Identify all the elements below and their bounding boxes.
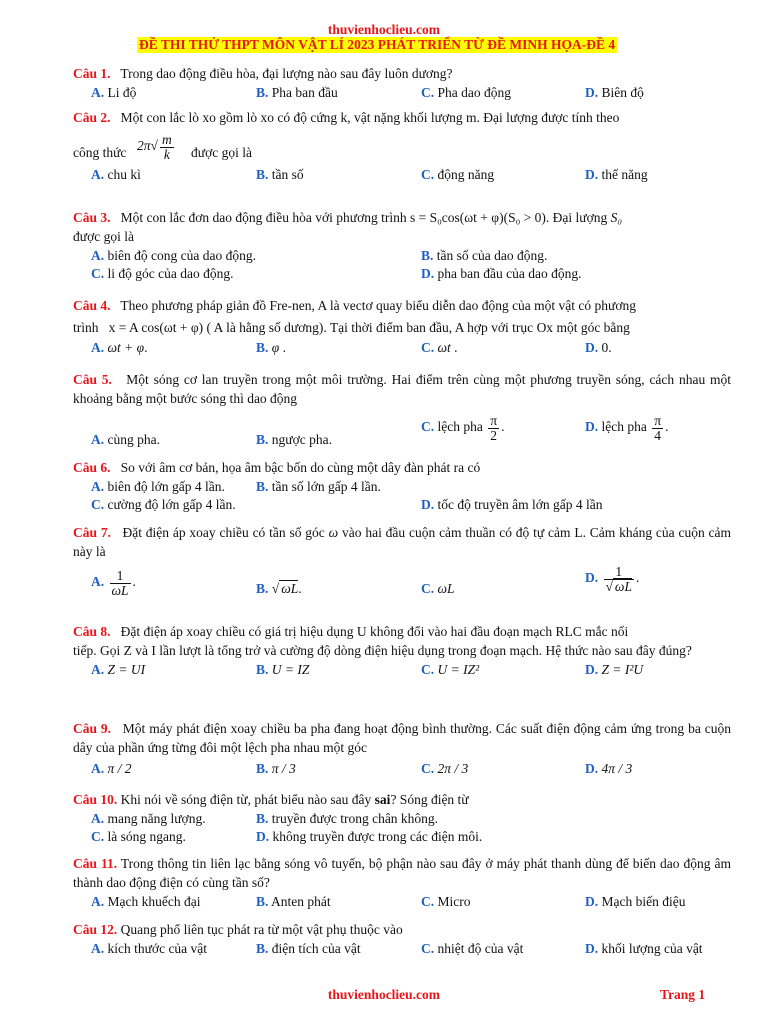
option-c[interactable]: C. lệch pha $\frac{\pi}{2}$ . bbox=[421, 413, 505, 443]
option-b[interactable]: B. tần số bbox=[256, 167, 304, 182]
options-row bbox=[73, 338, 731, 356]
question-9: Câu 9. Một máy phát điện xoay chiều ba pha đang hoạt động bình thường. Các suất điện động cảm ứng trong ba cuộn dây của phần ứng từng đôi một lệch pha nhau một góc A. π / 2 B. π / 3 C. 2π / 3 D. 4π / 3 bbox=[73, 719, 731, 779]
option-c[interactable]: C. U = IZ² bbox=[421, 662, 480, 677]
option-d[interactable]: D. tốc độ truyền âm lớn gấp 4 lần bbox=[421, 497, 603, 512]
formula-line: công thức 2π√ $\frac{m}{k}$ được gọi là bbox=[73, 132, 252, 162]
question-number: Câu 11. bbox=[73, 856, 118, 871]
option-a[interactable]: A. $\frac{1}{\omega L}$ . bbox=[91, 568, 136, 598]
option-b[interactable]: B. ngược pha. bbox=[256, 432, 332, 447]
option-d[interactable]: D. pha ban đầu của dao động. bbox=[421, 266, 582, 281]
options-row bbox=[73, 939, 731, 957]
question-3: Câu 3. Một con lắc đơn dao động điều hòa với phương trình s = S₀cos(ωt + φ)(S₀ > 0). Đại lượng S₀ được gọi là A. biên độ cong của dao động. B. tần số của dao động. C. li độ góc của dao động. D. pha ban đầu của dao động. bbox=[73, 208, 731, 282]
exam-title: ĐỀ THI THỬ THPT MÔN VẬT LÍ 2023 PHÁT TRIỂN TỪ ĐỀ MINH HỌA-ĐỀ 4 bbox=[139, 37, 616, 52]
question-number: Câu 3. bbox=[73, 210, 111, 225]
option-d[interactable]: D. 0. bbox=[585, 340, 612, 355]
option-c[interactable]: C. li độ góc của dao động. bbox=[91, 266, 234, 281]
options-row bbox=[73, 495, 731, 513]
question-text: Một con lắc lò xo gồm lò xo có độ cứng k, vật nặng khối lượng m. Đại lượng được tính theo bbox=[120, 110, 620, 125]
option-a[interactable]: A. Mạch khuếch đại bbox=[91, 894, 201, 909]
option-c[interactable]: C. là sóng ngang. bbox=[91, 829, 186, 844]
option-d[interactable]: D. $\frac{1}{√ \omega L}$ . bbox=[585, 564, 640, 594]
question-number: Câu 4. bbox=[73, 298, 111, 313]
option-b[interactable]: B. π / 3 bbox=[256, 761, 296, 776]
option-a[interactable]: A. mang năng lượng. bbox=[91, 811, 206, 826]
question-12: Câu 12. Quang phổ liên tục phát ra từ một vật phụ thuộc vào A. kích thước của vật B. điện tích của vật C. nhiệt độ của vật D. khối lượng của vật bbox=[73, 920, 731, 957]
options-row bbox=[73, 246, 731, 264]
options-row bbox=[73, 264, 731, 282]
question-number: Câu 8. bbox=[73, 624, 111, 639]
question-number: Câu 5. bbox=[73, 372, 112, 387]
option-b[interactable]: B. φ . bbox=[256, 340, 286, 355]
option-c[interactable]: C. ωt . bbox=[421, 340, 458, 355]
question-6: Câu 6. So với âm cơ bản, họa âm bậc bốn do cùng một dây đàn phát ra có A. biên độ lớn gấp 4 lần. B. tần số lớn gấp 4 lần. C. cường độ lớn gấp 4 lần. D. tốc độ truyền âm lớn gấp 4 lần bbox=[73, 458, 731, 513]
option-a[interactable]: A. biên độ cong của dao động. bbox=[91, 248, 256, 263]
question-4: Câu 4. Theo phương pháp giản đồ Fre-nen, A là vectơ quay biểu diễn dao động của một vật có phương trình x = A cos(ωt + φ) ( A là hằng số dương). Tại thời điểm ban đầu, A hợp với trục Ox một góc bằng A. ωt + φ. B. φ . C. ωt . D. 0. bbox=[73, 296, 731, 356]
options-row bbox=[73, 165, 731, 183]
options-row bbox=[73, 892, 731, 910]
option-d[interactable]: D. Z = I²U bbox=[585, 662, 644, 677]
option-b[interactable]: B. Anten phát bbox=[256, 894, 331, 909]
question-5: Câu 5. Một sóng cơ lan truyền trong một môi trường. Hai điểm trên cùng một phương truyền sóng, cách nhau một khoảng bằng một bước sóng thì dao động A. cùng pha. B. ngược pha. C. lệch pha $\frac{\pi}{2}$ . D. lệch pha $\frac{\pi}{4}$ . bbox=[73, 372, 731, 447]
option-b[interactable]: B. √ ωL. bbox=[256, 581, 302, 596]
options-row bbox=[73, 477, 731, 495]
period-formula: 2π√ $\frac{m}{k}$ bbox=[137, 132, 172, 162]
options-row bbox=[73, 757, 731, 779]
option-c[interactable]: C. 2π / 3 bbox=[421, 761, 469, 776]
option-d[interactable]: D. lệch pha $\frac{\pi}{4}$ . bbox=[585, 413, 669, 443]
question-number: Câu 6. bbox=[73, 460, 111, 475]
option-c[interactable]: C. Pha dao động bbox=[421, 85, 511, 100]
equation: s = S₀cos(ωt + φ)(S₀ > 0) bbox=[409, 210, 546, 225]
option-b[interactable]: B. điện tích của vật bbox=[256, 941, 361, 956]
option-c[interactable]: C. nhiệt độ của vật bbox=[421, 941, 524, 956]
option-b[interactable]: B. tần số lớn gấp 4 lần. bbox=[256, 479, 381, 494]
options-row bbox=[73, 83, 731, 101]
option-c[interactable]: C. ωL bbox=[421, 581, 455, 596]
footer-site[interactable]: thuvienhoclieu.com bbox=[327, 987, 441, 1002]
question-1 bbox=[73, 64, 731, 101]
option-a[interactable]: A. kích thước của vật bbox=[91, 941, 208, 956]
question-number: Câu 12. bbox=[73, 922, 118, 937]
page-number: Trang 1 bbox=[660, 987, 706, 1002]
header-site[interactable]: thuvienhoclieu.com bbox=[327, 22, 441, 37]
question-10: Câu 10. Khi nói về sóng điện từ, phát biểu nào sau đây sai? Sóng điện từ A. mang năng lượng. B. truyền được trong chân không. C. là sóng ngang. D. không truyền được trong các điện môi. bbox=[73, 790, 731, 845]
option-c[interactable]: C. cường độ lớn gấp 4 lần. bbox=[91, 497, 236, 512]
option-d[interactable]: D. Biên độ bbox=[585, 85, 644, 100]
question-number: Câu 2. bbox=[73, 110, 111, 125]
question-number: Câu 9. bbox=[73, 721, 112, 736]
options-row bbox=[73, 827, 731, 845]
question-number: Câu 7. bbox=[73, 525, 111, 540]
question-number: Câu 10. bbox=[73, 792, 118, 807]
option-d[interactable]: D. không truyền được trong các điện môi. bbox=[256, 829, 483, 844]
options-row bbox=[73, 809, 731, 827]
option-d[interactable]: D. thế năng bbox=[585, 167, 648, 182]
option-d[interactable]: D. Mạch biến điệu bbox=[585, 894, 686, 909]
option-a[interactable]: A. biên độ lớn gấp 4 lần. bbox=[91, 479, 225, 494]
question-2 bbox=[73, 108, 731, 183]
options-row bbox=[73, 660, 731, 678]
option-a[interactable]: A. Z = UI bbox=[91, 662, 146, 677]
option-b[interactable]: B. tần số của dao động. bbox=[421, 248, 548, 263]
equation: x = A cos(ωt + φ) bbox=[108, 320, 204, 335]
option-b[interactable]: B. Pha ban đầu bbox=[256, 85, 338, 100]
option-a[interactable]: A. ωt + φ. bbox=[91, 340, 148, 355]
option-a[interactable]: A. cùng pha. bbox=[91, 432, 160, 447]
question-8: Câu 8. Đặt điện áp xoay chiều có giá trị hiệu dụng U không đổi vào hai đầu đoạn mạch RLC mắc nối tiếp. Gọi Z và I lần lượt là tổng trở và cường độ dòng điện hiệu dụng trong đoạn mạch. Hệ thức nào sau đây đúng? A. Z = UI B. U = IZ C. U = IZ² D. Z = I²U bbox=[73, 622, 731, 678]
option-c[interactable]: C. động năng bbox=[421, 167, 495, 182]
option-d[interactable]: D. 4π / 3 bbox=[585, 761, 633, 776]
question-text: Trong dao động điều hòa, đại lượng nào sau đây luôn dương? bbox=[120, 66, 453, 81]
option-b[interactable]: B. truyền được trong chân không. bbox=[256, 811, 439, 826]
option-c[interactable]: C. Micro bbox=[421, 894, 471, 909]
question-7: Câu 7. Đặt điện áp xoay chiều có tần số góc ω vào hai đầu cuộn cảm thuần có độ tự cảm L. Cảm kháng của cuộn cảm này là A. $\frac{1}{\omega L}$ . B. √ ωL. C. ωL D. $\frac{1}{√ \omega L}$ . bbox=[73, 523, 731, 609]
option-a[interactable]: A. Li độ bbox=[91, 85, 137, 100]
option-b[interactable]: B. U = IZ bbox=[256, 662, 310, 677]
option-d[interactable]: D. khối lượng của vật bbox=[585, 941, 703, 956]
question-11: Câu 11. Trong thông tin liên lạc bằng sóng vô tuyến, bộ phận nào sau đây ở máy phát thanh dùng để biến dao động âm thành dao động điện có cùng tần số? A. Mạch khuếch đại B. Anten phát C. Micro D. Mạch biến điệu bbox=[73, 856, 731, 909]
symbol-s0: S₀ bbox=[610, 210, 623, 225]
option-a[interactable]: A. π / 2 bbox=[91, 761, 132, 776]
question-number: Câu 1. bbox=[73, 66, 111, 81]
option-a[interactable]: A. chu kì bbox=[91, 167, 141, 182]
options-row bbox=[73, 561, 731, 609]
